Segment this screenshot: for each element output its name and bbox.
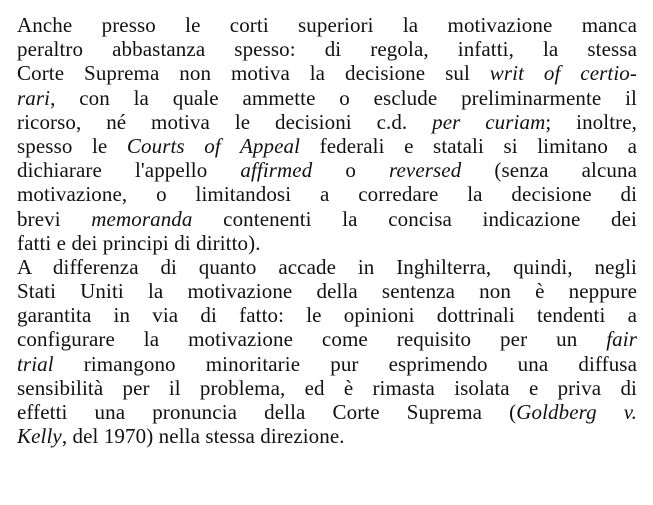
text-line bbox=[17, 207, 637, 231]
italic-text: reversed bbox=[388, 158, 462, 183]
text-line bbox=[17, 231, 637, 255]
italic-text: affirmed bbox=[240, 158, 313, 183]
text-run: configurare la motivazione come requisito per un bbox=[17, 327, 607, 352]
text-run: Stati Uniti la motivazione della sentenza non è neppure bbox=[17, 279, 637, 304]
italic-text: writ of certio- bbox=[489, 61, 637, 86]
italic-text: trial bbox=[17, 351, 54, 376]
text-line bbox=[17, 110, 637, 134]
text-line bbox=[17, 400, 637, 424]
italic-text: memoranda bbox=[91, 206, 193, 231]
italic-text: Kelly bbox=[17, 424, 62, 449]
text-run: dichiarare l'appello bbox=[17, 158, 241, 183]
text-run: o bbox=[312, 158, 389, 183]
text-line bbox=[17, 86, 637, 110]
text-run: A differenza di quanto accade in Inghilterra, quindi, negli bbox=[17, 254, 637, 279]
text-run: Corte Suprema non motiva la decisione sul bbox=[17, 61, 490, 86]
text-run: contenenti la concisa indicazione dei bbox=[192, 206, 637, 231]
text-run: spesso le bbox=[17, 133, 127, 158]
text-run: motivazione, o limitandosi a corredare la decisione di bbox=[17, 182, 637, 207]
text-run: (senza alcuna bbox=[461, 158, 638, 183]
text-line bbox=[17, 255, 637, 279]
paragraph bbox=[17, 13, 637, 255]
body-text bbox=[17, 13, 637, 448]
text-line bbox=[17, 279, 637, 303]
italic-text: fair bbox=[606, 327, 637, 352]
text-line bbox=[17, 376, 637, 400]
text-line bbox=[17, 303, 637, 327]
text-run: ; inoltre, bbox=[545, 109, 637, 134]
text-line bbox=[17, 424, 637, 448]
text-line bbox=[17, 134, 637, 158]
text-line bbox=[17, 37, 637, 61]
text-run: fatti e dei principi di diritto). bbox=[17, 230, 261, 255]
text-run: brevi bbox=[17, 206, 92, 231]
text-run: sensibilità per il problema, ed è rimasta isolata e priva di bbox=[17, 375, 637, 400]
text-line bbox=[17, 327, 637, 351]
text-line bbox=[17, 158, 637, 182]
text-line bbox=[17, 61, 637, 85]
text-run: , del 1970) nella stessa direzione. bbox=[61, 424, 345, 449]
text-run: peraltro abbastanza spesso: di regola, infatti, la stessa bbox=[17, 37, 637, 62]
text-run: rimangono minoritarie pur esprimendo una diffusa bbox=[53, 351, 637, 376]
italic-text: Courts of Appeal bbox=[126, 133, 301, 158]
italic-text: Goldberg v. bbox=[516, 400, 638, 424]
text-line bbox=[17, 13, 637, 37]
text-run: , con la quale ammette o esclude preliminarmente il bbox=[50, 85, 637, 110]
text-run: federali e statali si limitano a bbox=[300, 133, 637, 158]
text-run: garantita in via di fatto: le opinioni dottrinali tendenti a bbox=[17, 303, 637, 328]
text-run: Anche presso le corti superiori la motivazione manca bbox=[17, 13, 637, 37]
italic-text: per curiam bbox=[432, 109, 546, 134]
text-run: ricorso, né motiva le decisioni c.d. bbox=[17, 109, 433, 134]
text-line bbox=[17, 352, 637, 376]
paragraph bbox=[17, 255, 637, 449]
italic-text: rari bbox=[17, 85, 51, 110]
text-run: effetti una pronuncia della Corte Suprema ( bbox=[17, 400, 517, 424]
text-line bbox=[17, 182, 637, 206]
